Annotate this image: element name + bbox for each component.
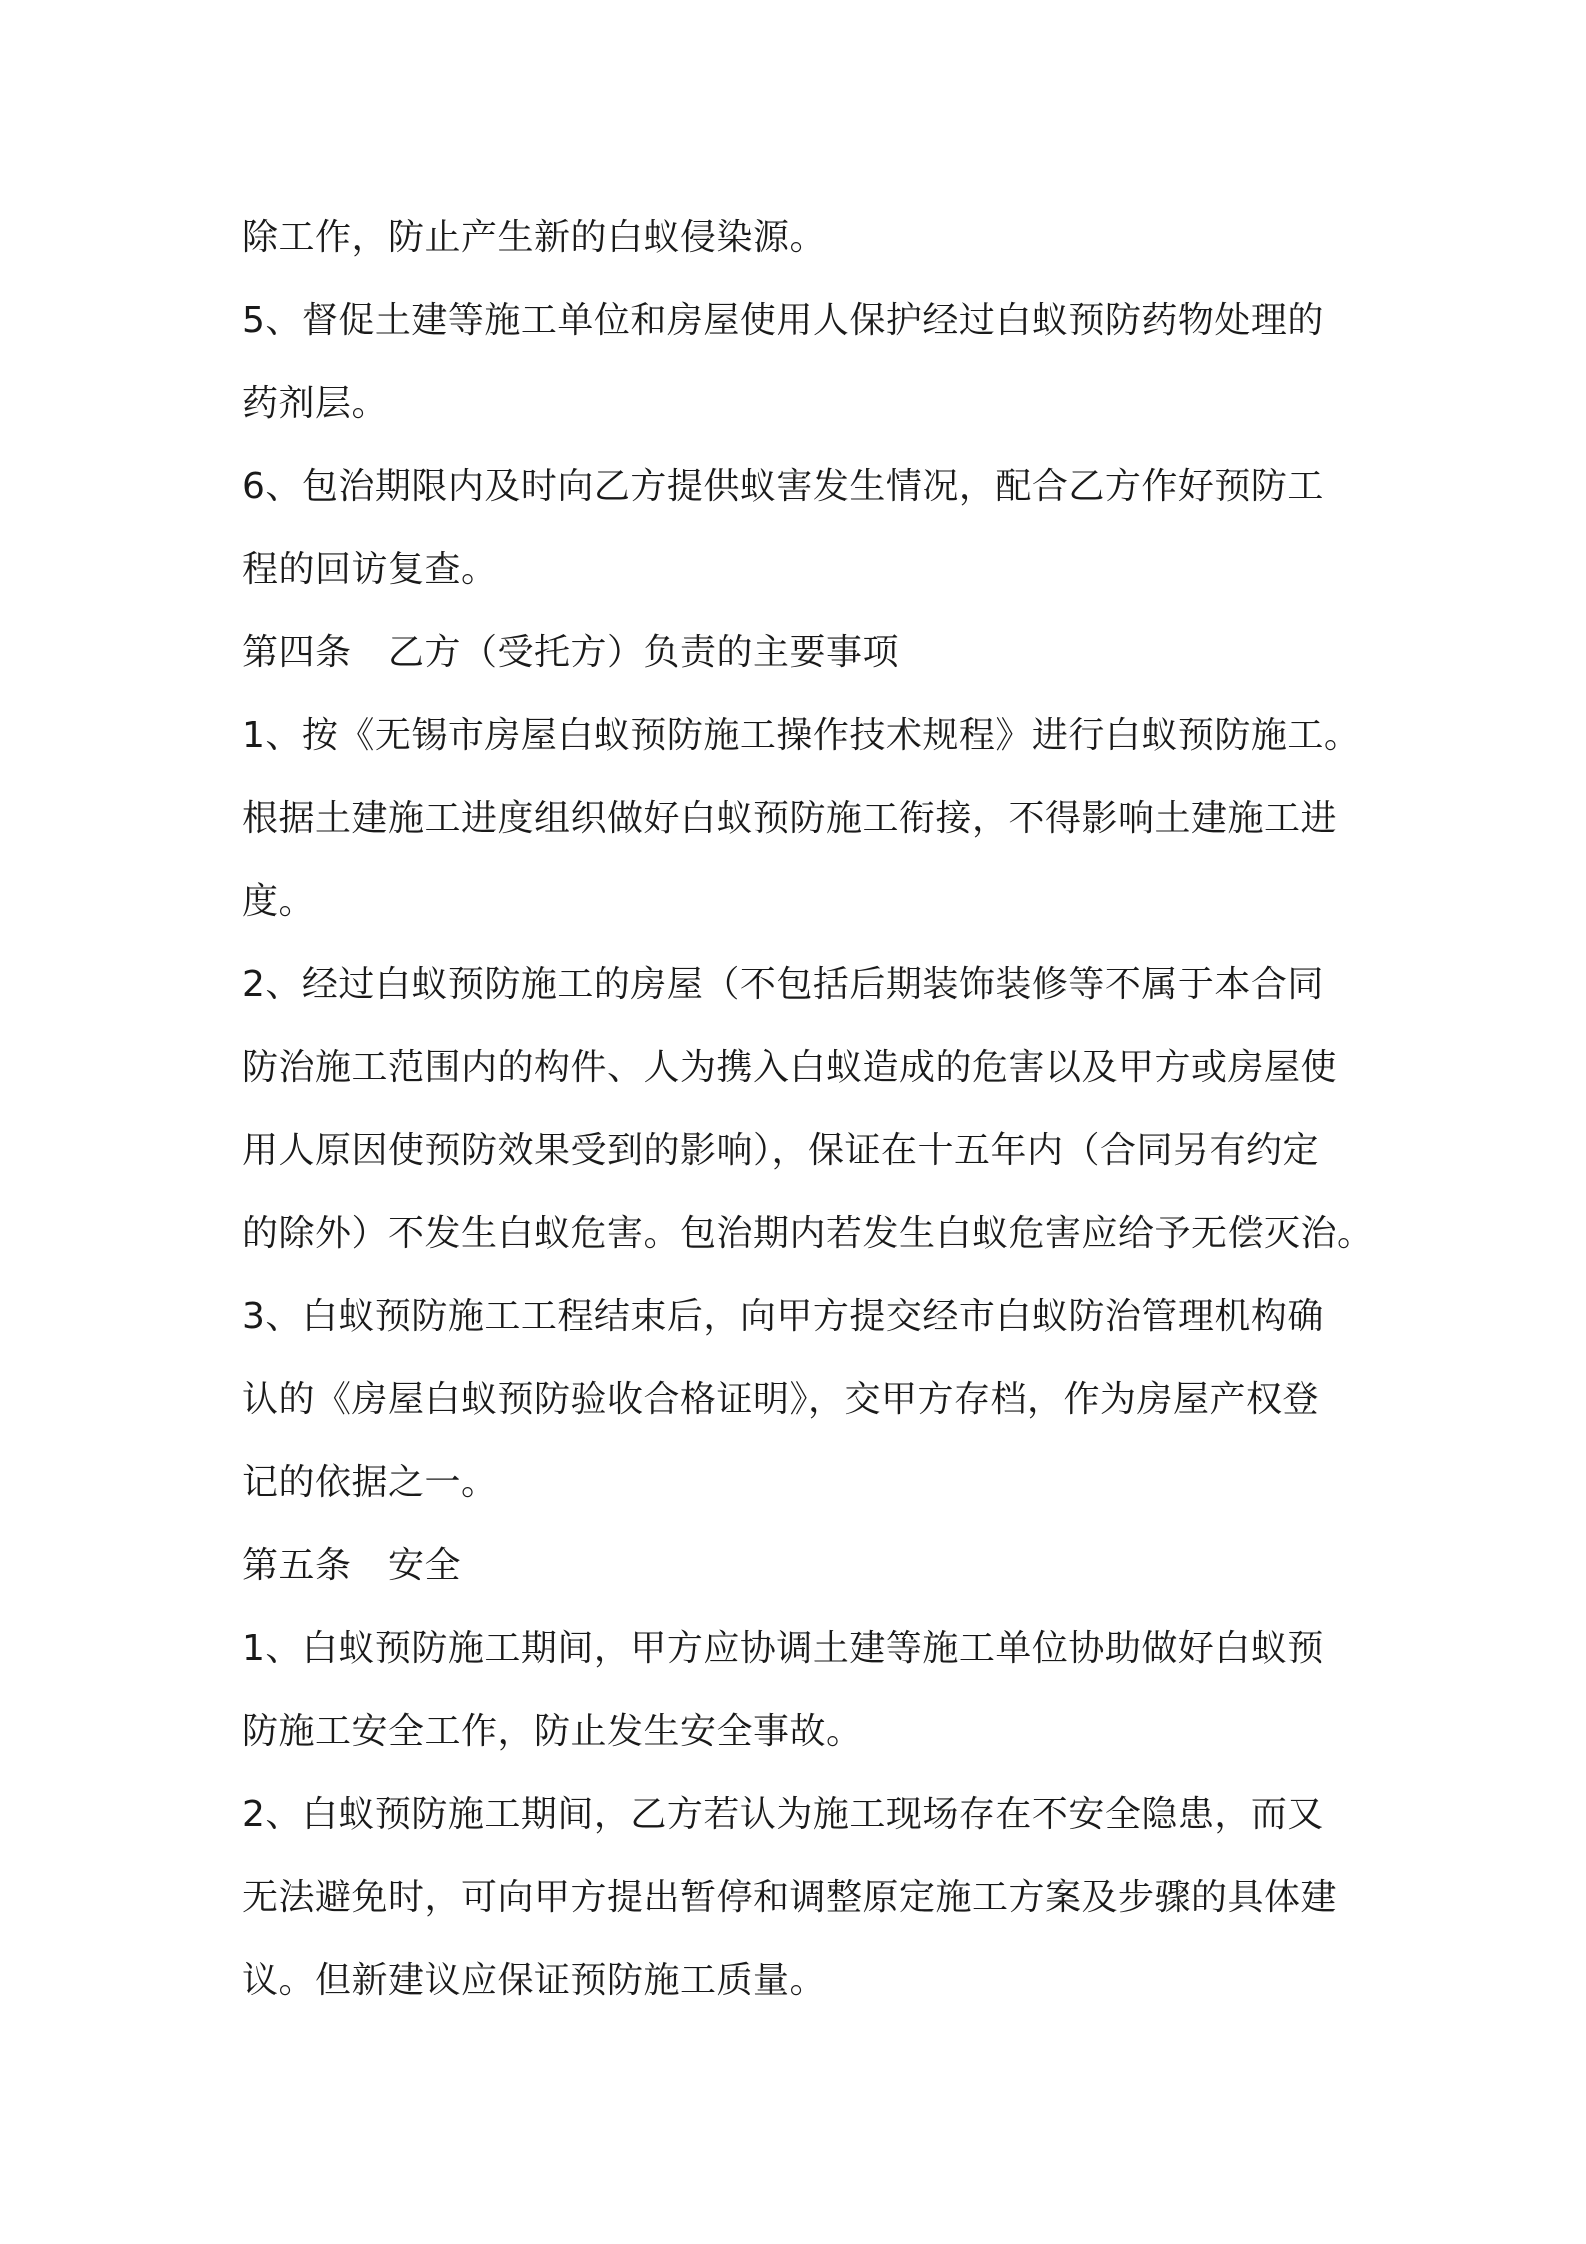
text-line: 认的《房屋白蚁预防验收合格证明》，交甲方存档，作为房屋产权登 [242,1379,1320,1420]
text-line: 根据土建施工进度组织做好白蚁预防施工衔接，不得影响土建施工进 [242,798,1338,839]
text-line: 议。但新建议应保证预防施工质量。 [242,1960,827,2001]
text-line: 记的依据之一。 [242,1462,498,1503]
text-line: 的除外）不发生白蚁危害。包治期内若发生白蚁危害应给予无偿灭治。 [242,1213,1374,1254]
article-heading: 第五条 安全 [242,1545,462,1586]
text-line: 2、白蚁预防施工期间，乙方若认为施工现场存在不安全隐患，而又 [242,1794,1324,1835]
text-line: 除工作，防止产生新的白蚁侵染源。 [242,217,827,258]
text-line: 用人原因使预防效果受到的影响），保证在十五年内（合同另有约定 [242,1130,1320,1171]
text-line: 1、白蚁预防施工期间，甲方应协调土建等施工单位协助做好白蚁预 [242,1628,1324,1669]
text-line: 防治施工范围内的构件、人为携入白蚁造成的危害以及甲方或房屋使 [242,1047,1338,1088]
text-line: 程的回访复查。 [242,549,498,590]
document-body [242,196,1374,2022]
text-line: 3、白蚁预防施工工程结束后，向甲方提交经市白蚁防治管理机构确 [242,1296,1324,1337]
text-line: 1、按《无锡市房屋白蚁预防施工操作技术规程》进行白蚁预防施工。 [242,715,1361,756]
text-line: 2、经过白蚁预防施工的房屋（不包括后期装饰装修等不属于本合同 [242,964,1324,1005]
article-heading: 第四条 乙方（受托方）负责的主要事项 [242,632,900,673]
text-line: 度。 [242,881,316,922]
text-line: 6、包治期限内及时向乙方提供蚁害发生情况，配合乙方作好预防工 [242,466,1324,507]
text-line: 5、督促土建等施工单位和房屋使用人保护经过白蚁预防药物处理的 [242,300,1324,341]
text-line: 防施工安全工作，防止发生安全事故。 [242,1711,863,1752]
text-line: 无法避免时，可向甲方提出暂停和调整原定施工方案及步骤的具体建 [242,1877,1338,1918]
text-line: 药剂层。 [242,383,389,424]
